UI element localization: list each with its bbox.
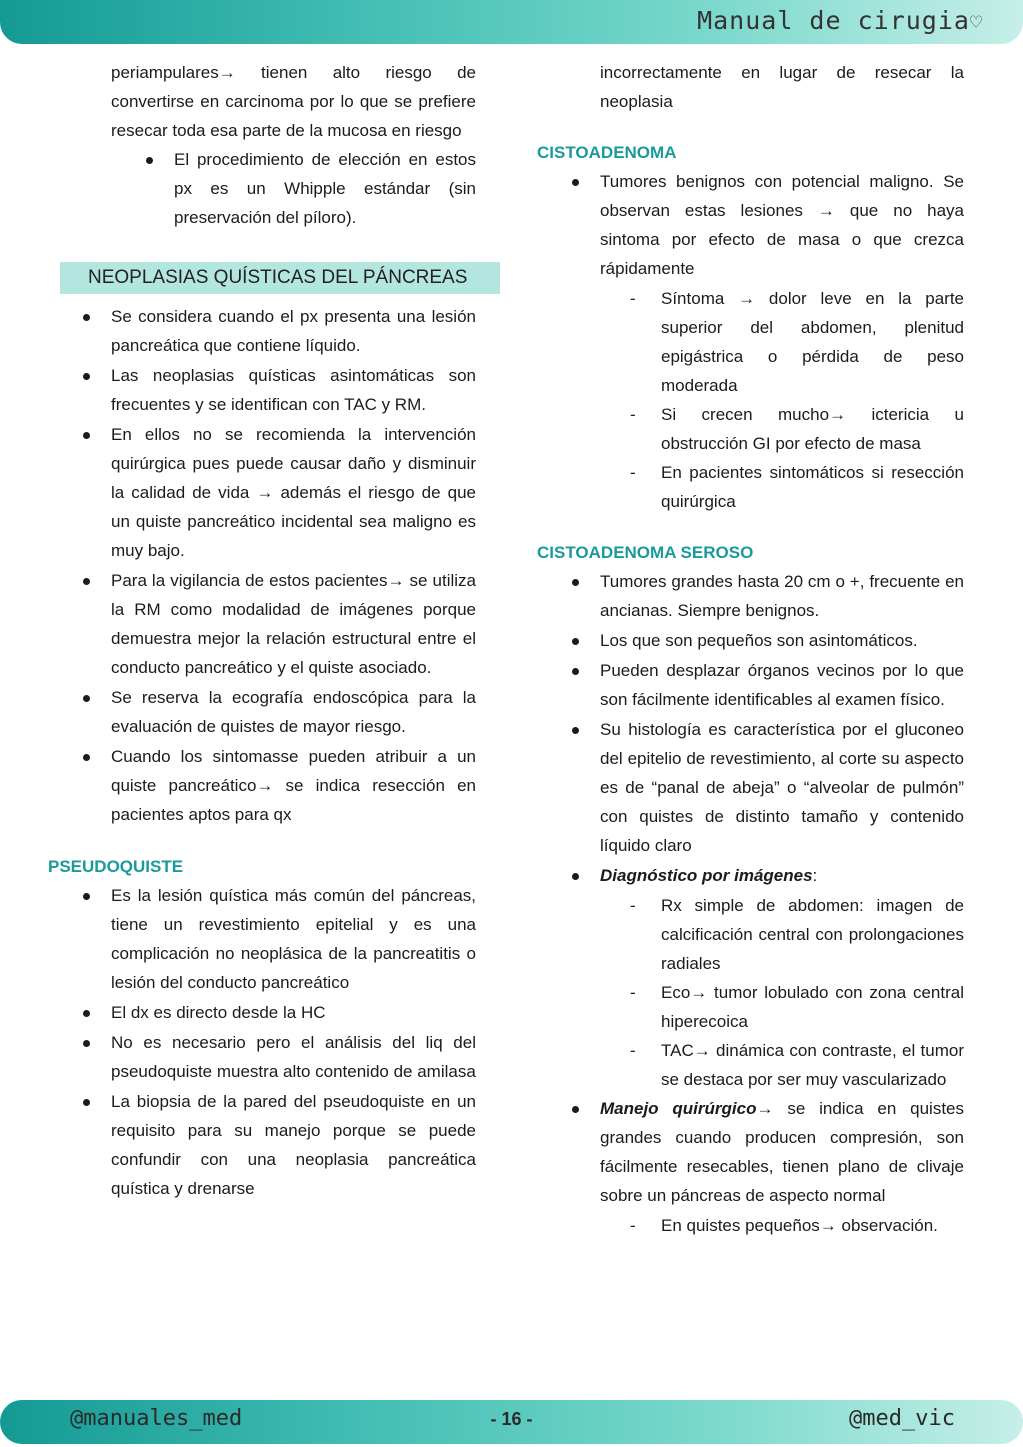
list-item: Cuando los sintomasse pueden atribuir a un quiste pancreático→ se indica resección en pacientes aptos para qx <box>48 742 476 829</box>
section-title: NEOPLASIAS QUÍSTICAS DEL PÁNCREAS <box>60 262 500 294</box>
dx-sublist <box>537 891 964 1094</box>
list-item: Pueden desplazar órganos vecinos por lo que son fácilmente identificables al examen físico. <box>537 656 964 714</box>
list-item: No es necesario pero el análisis del liq del pseudoquiste muestra alto contenido de amilasa <box>48 1028 476 1086</box>
list-item: El procedimiento de elección en estos px es un Whipple estándar (sin preservación del píloro). <box>48 145 476 232</box>
list-item: Tumores grandes hasta 20 cm o +, frecuente en ancianas. Siempre benignos. <box>537 567 964 625</box>
list-item: Se considera cuando el px presenta una lesión pancreática que contiene líquido. <box>48 302 476 360</box>
cistoadenoma-list <box>537 167 964 283</box>
footer-handle-left: @manuales_med <box>70 1406 243 1431</box>
list-item: - En pacientes sintomáticos si resección quirúrgica <box>537 458 964 516</box>
section-list <box>48 302 476 829</box>
manejo-list <box>537 1094 964 1210</box>
dx-label: Diagnóstico por imágenes <box>600 866 813 885</box>
list-item: - Eco→ tumor lobulado con zona central hiperecoica <box>537 978 964 1036</box>
manejo-text: → se indica en quistes grandes cuando producen compresión, son fácilmente resecables, tienen plano de clivaje sobre un páncreas de aspecto normal <box>600 1099 964 1205</box>
list-item: El dx es directo desde la HC <box>48 998 476 1027</box>
right-column <box>537 58 964 1240</box>
left-intro-sublist <box>48 145 476 232</box>
list-item: Para la vigilancia de estos pacientes→ se utiliza la RM como modalidad de imágenes porque demuestra mejor la relación estructural entre el conducto pancreático y el quiste asociado. <box>48 566 476 682</box>
dx-suffix: : <box>812 866 818 885</box>
left-intro: periampulares→ tienen alto riesgo de convertirse en carcinoma por lo que se prefiere resecar toda esa parte de la mucosa en riesgo <box>111 63 476 140</box>
list-item: La biopsia de la pared del pseudoquiste en un requisito para su manejo porque se puede confundir con una neoplasia pancreática quística y drenarse <box>48 1087 476 1203</box>
list-item: En ellos no se recomienda la intervención quirúrgica pues puede causar daño y disminuir la calidad de vida → además el riesgo de que un quiste pancreático incidental sea maligno es muy bajo. <box>48 420 476 565</box>
list-item <box>537 1094 964 1210</box>
list-item: - Rx simple de abdomen: imagen de calcificación central con prolongaciones radiales <box>537 891 964 978</box>
heart-doodle-icon: ♡ <box>969 10 983 34</box>
manejo-label: Manejo quirúrgico <box>600 1099 757 1118</box>
list-item <box>537 861 964 890</box>
page-number: - 16 - <box>490 1409 533 1429</box>
list-item: - Síntoma → dolor leve en la parte superior del abdomen, plenitud epigástrica o pérdida de peso moderada <box>537 284 964 400</box>
header-title <box>697 6 983 35</box>
list-item: - Si crecen mucho→ ictericia u obstrucción GI por efecto de masa <box>537 400 964 458</box>
seroso-list <box>537 567 964 890</box>
cistoadenoma-seroso-heading: CISTOADENOMA SEROSO <box>537 543 754 562</box>
list-item: Es la lesión quística más común del páncreas, tiene un revestimiento epitelial y es una complicación no neoplásica de la pancreatitis o lesión del conducto pancreático <box>48 881 476 997</box>
list-item: Los que son pequeños son asintomáticos. <box>537 626 964 655</box>
left-column <box>48 58 476 1204</box>
right-intro: incorrectamente en lugar de resecar la neoplasia <box>600 63 964 111</box>
cistoadenoma-heading: CISTOADENOMA <box>537 143 677 162</box>
manejo-sublist <box>537 1211 964 1240</box>
list-item: Tumores benignos con potencial maligno. Se observan estas lesiones → que no haya sintoma por efecto de masa o que crezca rápidamente <box>537 167 964 283</box>
list-item: - En quistes pequeños→ observación. <box>537 1211 964 1240</box>
list-item: Se reserva la ecografía endoscópica para la evaluación de quistes de mayor riesgo. <box>48 683 476 741</box>
pseudoquiste-heading: PSEUDOQUISTE <box>48 857 184 876</box>
list-item: Su histología es característica por el gluconeo del epitelio de revestimiento, al corte su aspecto es de “panal de abeja” o “alveolar de pulmón” con quistes de distinto tamaño y contenido líquido claro <box>537 715 964 860</box>
footer-handle-right: @med_vic <box>849 1406 955 1431</box>
cistoadenoma-sublist <box>537 284 964 516</box>
header-title-text: Manual de cirugia <box>697 6 970 35</box>
pseudoquiste-list <box>48 881 476 1203</box>
list-item: Las neoplasias quísticas asintomáticas son frecuentes y se identifican con TAC y RM. <box>48 361 476 419</box>
list-item: - TAC→ dinámica con contraste, el tumor se destaca por ser muy vascularizado <box>537 1036 964 1094</box>
